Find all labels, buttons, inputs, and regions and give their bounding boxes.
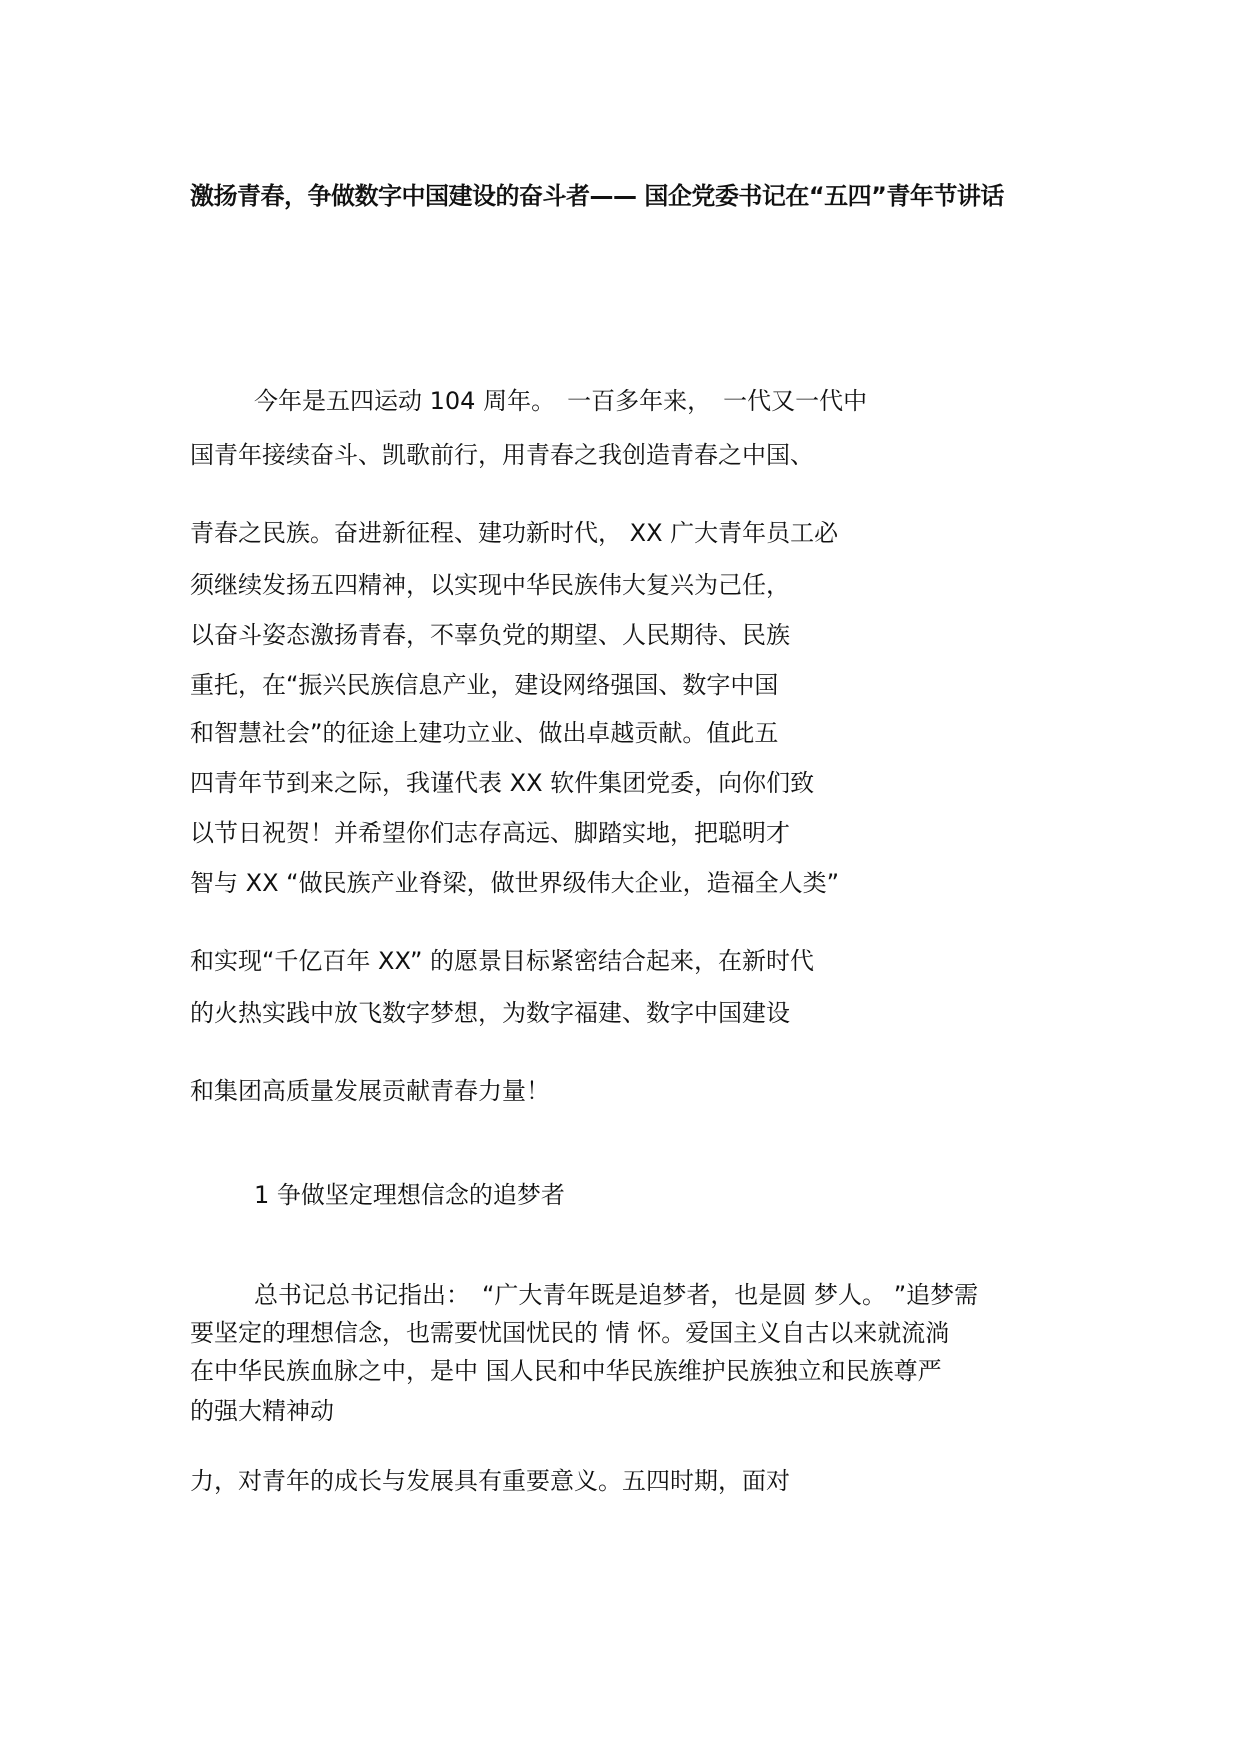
paragraph-line: 智与 XX “做民族产业脊梁，做世界级伟大企业，造福全人类” [190,869,840,897]
paragraph-line: 和集团高质量发展贡献青春力量！ [190,1077,550,1105]
paragraph-line: 青春之民族。奋进新征程、建功新时代， XX 广大青年员工必 [190,519,839,547]
paragraph-line: 的火热实践中放飞数字梦想，为数字福建、数字中国建设 [190,999,790,1027]
paragraph-line: 力，对青年的成长与发展具有重要意义。五四时期，面对 [190,1467,790,1495]
paragraph-line: 在中华民族血脉之中，是中 国人民和中华民族维护民族独立和民族尊严 [190,1357,942,1385]
paragraph-line: 以奋斗姿态激扬青春，不辜负党的期望、人民期待、民族 [190,621,790,649]
paragraph-line: 要坚定的理想信念，也需要忧国忧民的 情 怀。爱国主义自古以来就流淌 [190,1319,950,1347]
paragraph-line: 今年是五四运动 104 周年。 一百多年来， 一代又一代中 [254,387,868,415]
paragraph-line: 重托，在“振兴民族信息产业，建设网络强国、数字中国 [190,671,779,699]
paragraph-line: 四青年节到来之际，我谨代表 XX 软件集团党委，向你们致 [190,769,815,797]
paragraph-line: 总书记总书记指出： “广大青年既是追梦者，也是圆 梦人。 ”追梦需 [254,1281,979,1309]
paragraph-line: 和实现“千亿百年 XX” 的愿景目标紧密结合起来，在新时代 [190,947,815,975]
paragraph-line: 国青年接续奋斗、凯歌前行，用青春之我创造青春之中国、 [190,441,814,469]
paragraph-line: 的强大精神动 [190,1397,334,1425]
document-title: 激扬青春，争做数字中国建设的奋斗者—— 国企党委书记在“五四”青年节讲话 [190,182,1004,210]
paragraph-line: 和智慧社会”的征途上建功立业、做出卓越贡献。值此五 [190,719,779,747]
paragraph-line: 以节日祝贺！并希望你们志存高远、脚踏实地，把聪明才 [190,819,790,847]
section-heading: 1 争做坚定理想信念的追梦者 [254,1181,565,1209]
paragraph-line: 须继续发扬五四精神，以实现中华民族伟大复兴为己任， [190,571,790,599]
